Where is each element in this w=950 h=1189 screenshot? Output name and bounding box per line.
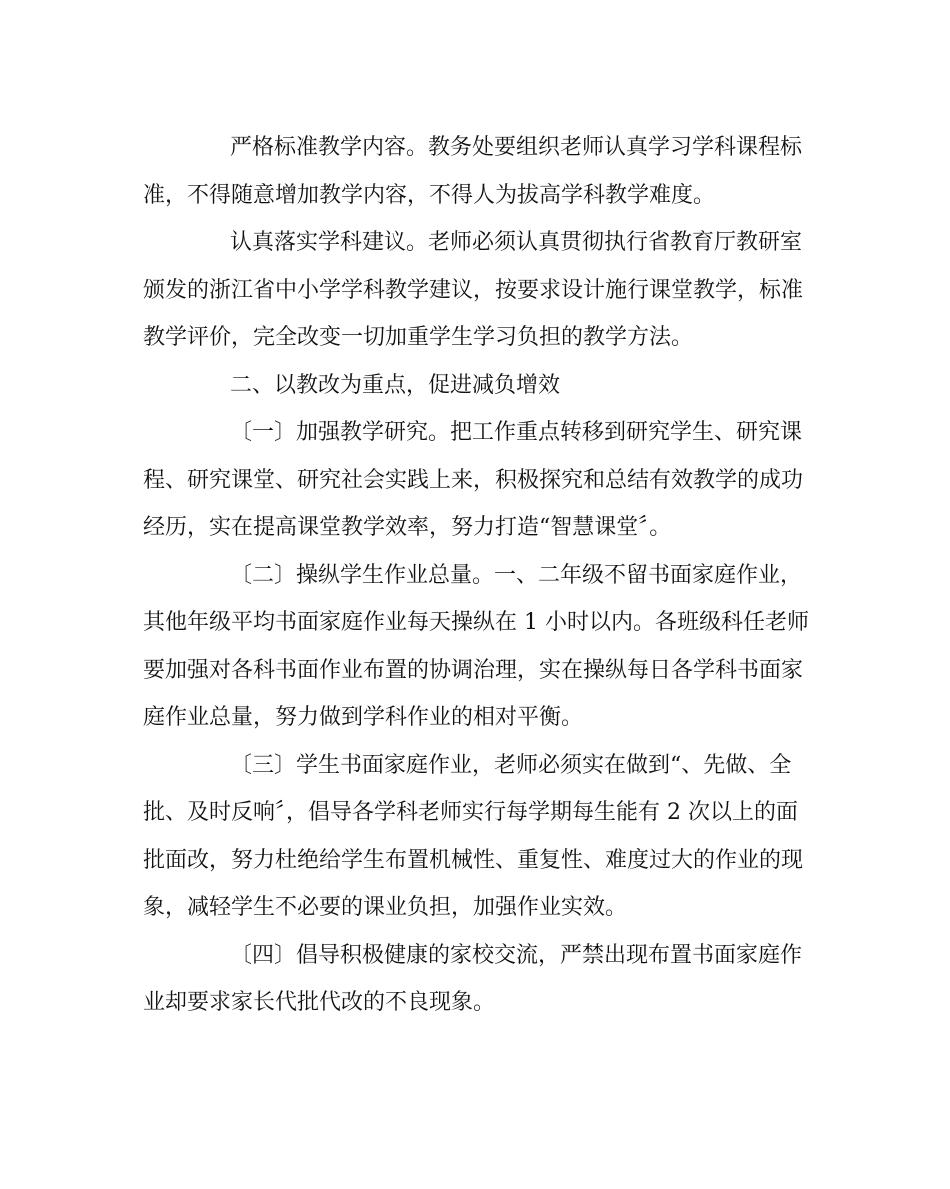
text-line: 颁发的浙江省中小学学科教学建议，按要求设计施行课堂教学，标准	[143, 277, 804, 303]
text-line: 〔三〕学生书面家庭作业，老师必须实在做到“、先做、全	[230, 752, 792, 778]
text-line: 业却要求家长代批代改的不良现象。	[143, 990, 496, 1015]
text-line: 其他年级平均书面家庭作业每天操纵在 1 小时以内。各班级科任老师	[143, 610, 809, 635]
text-line: 庭作业总量，努力做到学科作业的相对平衡。	[143, 705, 584, 730]
text-line: 要加强对各科书面作业布置的协调治理，实在操纵每日各学科书面家	[143, 657, 804, 683]
text-line: 批、及时反响〞，倡导各学科老师实行每学期每生能有 2 次以上的面	[143, 800, 798, 825]
text-line: 〔一〕加强教学研究。把工作重点转移到研究学生、研究课	[230, 420, 803, 445]
text-line: 教学评价，完全改变一切加重学生学习负担的教学方法。	[143, 325, 694, 350]
text-line: 〔四〕倡导积极健康的家校交流，严禁出现布置书面家庭作	[230, 942, 803, 968]
text-line: 经历，实在提高课堂教学效率，努力打造“智慧课堂〞。	[143, 515, 672, 540]
text-line: 准，不得随意增加教学内容，不得人为拔高学科教学难度。	[143, 182, 716, 208]
text-line: 〔二〕操纵学生作业总量。一、二年级不留书面家庭作业，	[230, 562, 803, 588]
text-line: 批面改，努力杜绝给学生布置机械性、重复性、难度过大的作业的现	[143, 847, 804, 873]
text-line: 象，减轻学生不必要的课业负担，加强作业实效。	[143, 895, 628, 920]
text-line: 严格标准教学内容。教务处要组织老师认真学习学科课程标	[230, 135, 803, 160]
text-line: 认真落实学科建议。老师必须认真贯彻执行省教育厅教研室	[230, 230, 803, 255]
document-body	[143, 124, 809, 1027]
text-line: 程、研究课堂、研究社会实践上来，积极探究和总结有效教学的成功	[143, 467, 804, 493]
section-heading: 二、以教改为重点，促进减负增效	[230, 372, 561, 398]
